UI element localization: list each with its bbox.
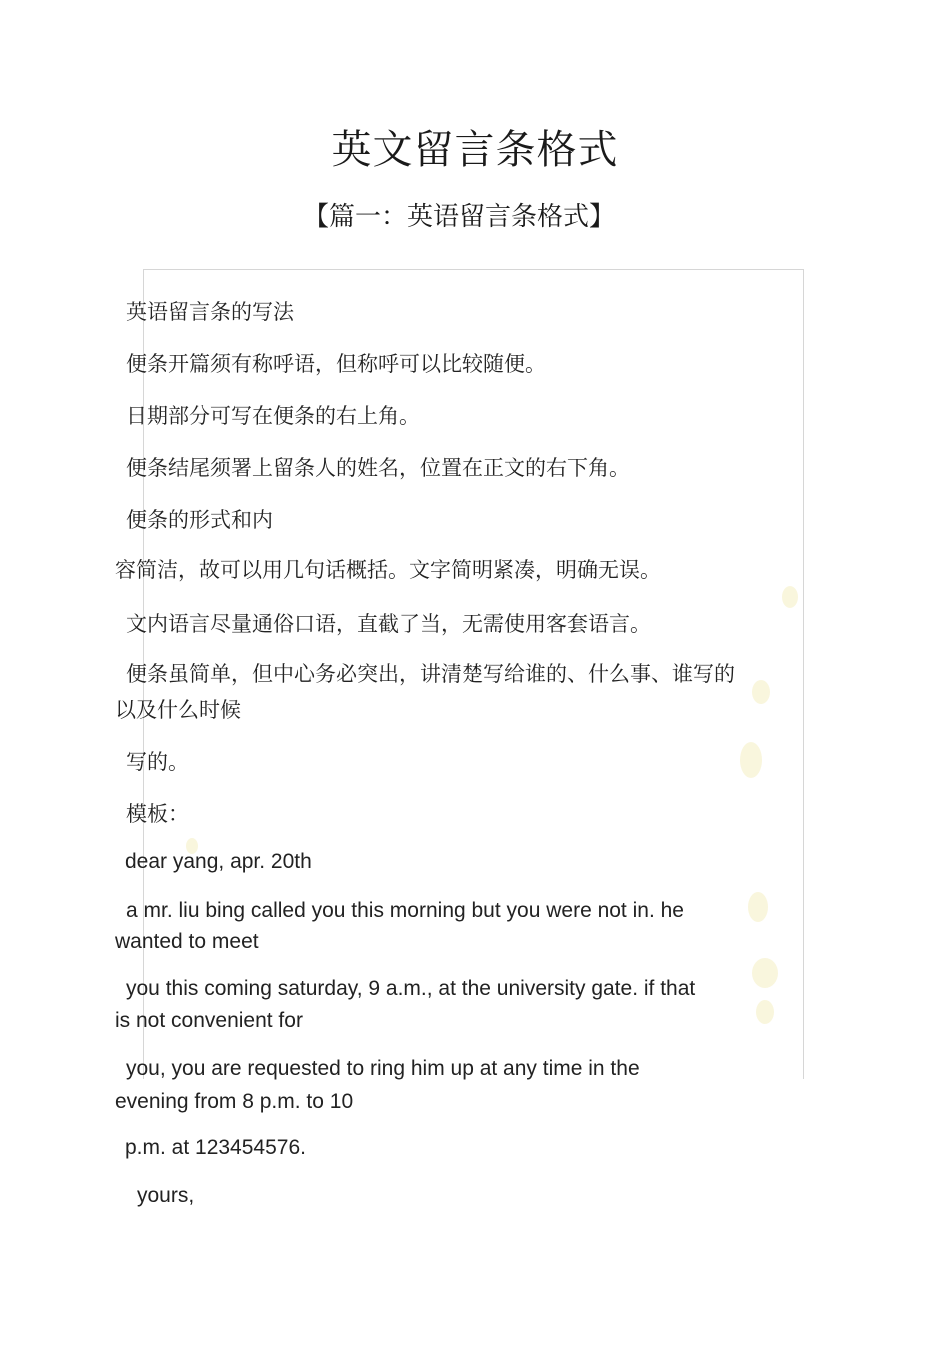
template-line: you, you are requested to ring him up at any time in the — [126, 1057, 640, 1080]
body-line: 便条的形式和内 — [126, 508, 273, 532]
page-title: 英文留言条格式 — [331, 127, 619, 173]
body-line: 便条虽简单，但中心务必突出，讲清楚写给谁的、什么事、谁写的 — [126, 662, 735, 686]
body-line: 以及什么时候 — [115, 698, 241, 722]
template-line: is not convenient for — [115, 1009, 303, 1032]
template-line: p.m. at 123454576. — [125, 1136, 306, 1159]
background-speck — [740, 742, 762, 778]
frame-top-border — [143, 269, 804, 270]
background-speck — [782, 586, 798, 608]
body-line: 写的。 — [126, 750, 189, 774]
template-line: dear yang, apr. 20th — [125, 850, 312, 873]
template-line: you this coming saturday, 9 a.m., at the university gate. if that — [126, 977, 696, 1000]
body-line: 日期部分可写在便条的右上角。 — [126, 404, 420, 428]
background-speck — [752, 680, 770, 704]
background-speck — [748, 892, 768, 922]
section-heading: 【篇一：英语留言条格式】 — [302, 202, 615, 232]
frame-right-border — [803, 269, 804, 1079]
body-line: 模板： — [126, 802, 189, 826]
background-speck — [756, 1000, 774, 1024]
body-line: 便条开篇须有称呼语，但称呼可以比较随便。 — [126, 352, 546, 376]
template-line: a mr. liu bing called you this morning but you were not in. he — [126, 899, 684, 922]
template-line: yours, — [137, 1184, 195, 1207]
body-line: 文内语言尽量通俗口语，直截了当，无需使用客套语言。 — [126, 612, 651, 636]
body-line: 便条结尾须署上留条人的姓名，位置在正文的右下角。 — [126, 456, 630, 480]
template-line: wanted to meet — [115, 930, 259, 953]
background-speck — [752, 958, 778, 988]
body-line: 容简洁，故可以用几句话概括。文字简明紧凑，明确无误。 — [115, 558, 661, 582]
body-line: 英语留言条的写法 — [126, 300, 294, 324]
template-line: evening from 8 p.m. to 10 — [115, 1090, 354, 1113]
